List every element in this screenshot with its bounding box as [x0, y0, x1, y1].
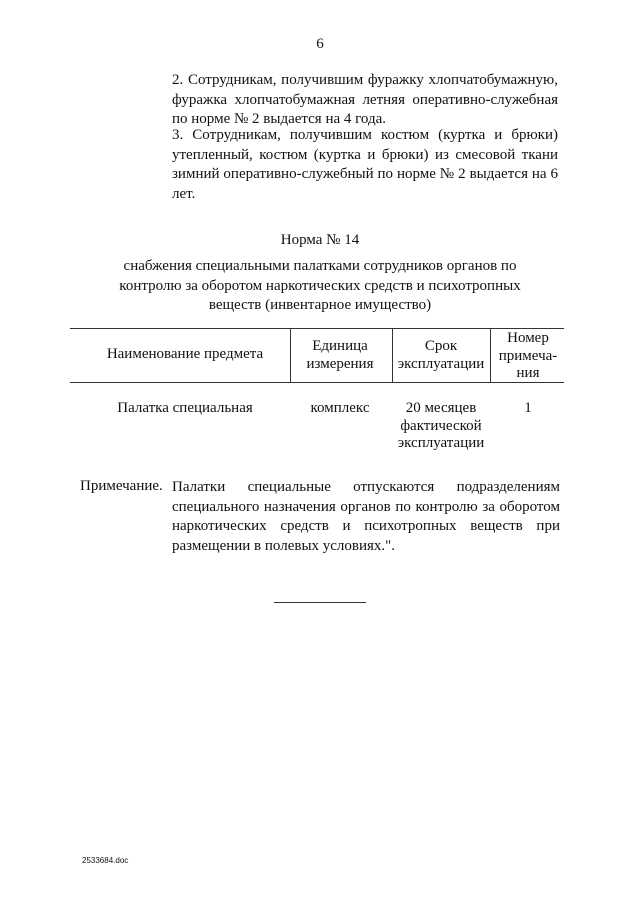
table-cell-unit: комплекс	[310, 400, 370, 416]
page-number: 6	[316, 36, 324, 52]
table-cell-name: Палатка специальная	[117, 400, 253, 416]
norma-title: Норма № 14	[280, 232, 360, 248]
table-cell-note: 1	[524, 400, 532, 416]
paragraph-item-3: 3. Сотрудникам, получившим костюм (куртка и брюки) утепленный, костюм (куртка и брюки) из смесовой ткани зимний оперативно-служебный по норме № 2 выдается на 6 лет.	[172, 127, 558, 202]
table-header-rule	[70, 382, 564, 383]
table-header-unit: Единица измерения	[306, 338, 374, 372]
closing-rule	[274, 602, 366, 603]
norma-subtitle: снабжения специальными палатками сотрудников органов по контролю за оборотом наркотических средств и психотропных веществ (инвентарное имущество)	[119, 258, 521, 314]
paragraph-item-2: 2. Сотрудникам, получившим фуражку хлопчатобумажную, фуражка хлопчатобумажная летняя оперативно-служебная по норме № 2 выдается на 4 года.	[172, 72, 558, 128]
table-header-name: Наименование предмета	[106, 346, 264, 362]
table-header-term: Срок эксплуатации	[397, 338, 485, 372]
note-text: Палатки специальные отпускаются подразделениям специального назначения органов по контролю за оборотом наркотических средств и психотропных веществ при размещении в полевых условиях.".	[172, 479, 560, 554]
table-cell-term: 20 месяцев фактической эксплуатации	[397, 400, 485, 451]
table-header-note: Номер примеча-ния	[498, 330, 558, 381]
note-label: Примечание.	[80, 478, 163, 494]
document-id: 2533684.doc	[82, 856, 129, 865]
